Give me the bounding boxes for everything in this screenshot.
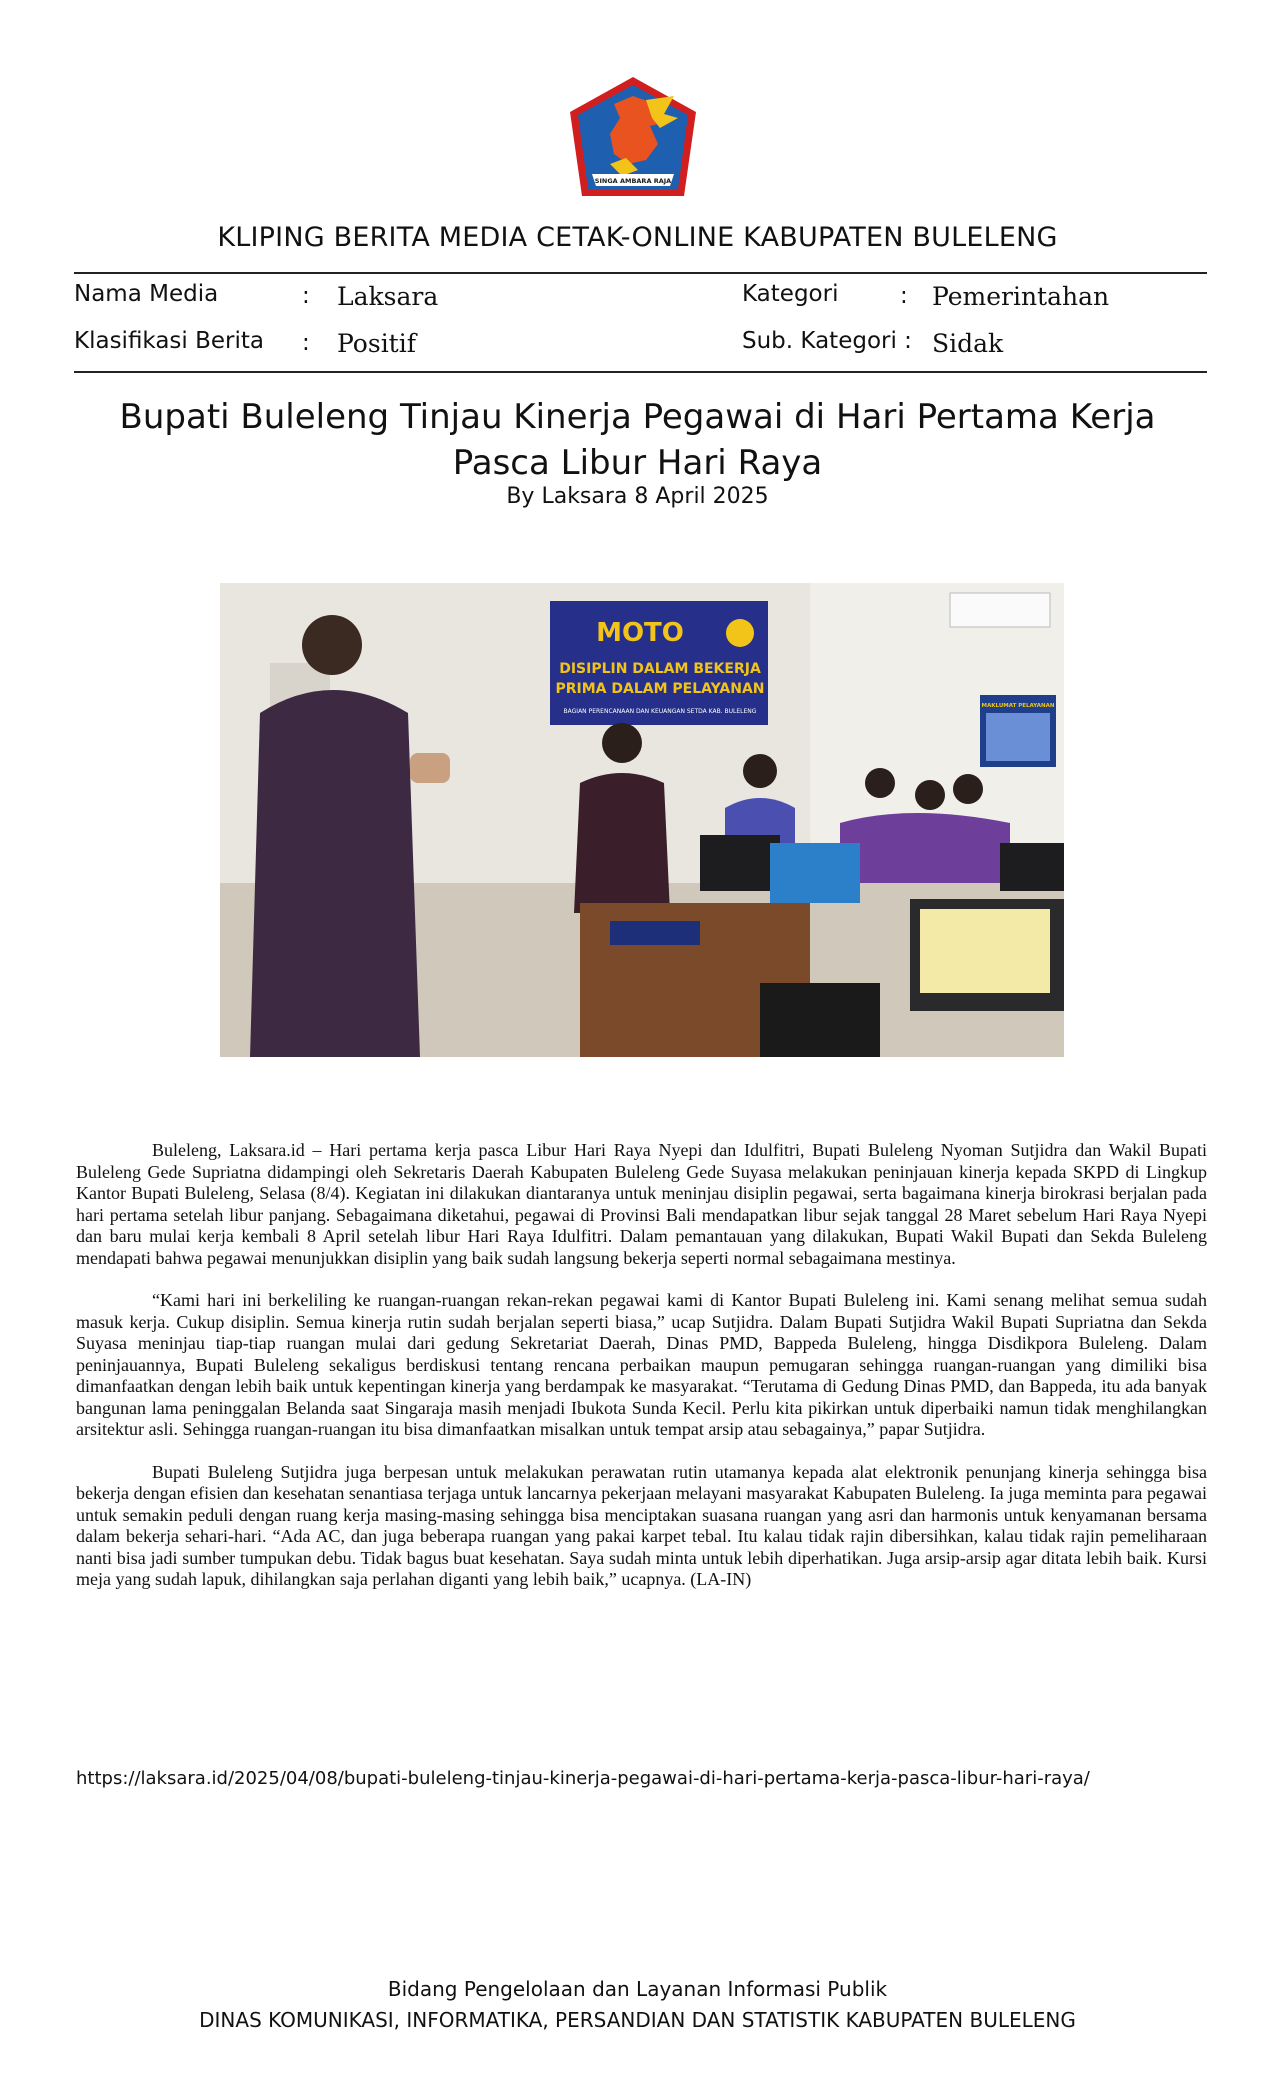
banner-moto-text: MOTO — [596, 618, 684, 648]
banner-line4-text: BAGIAN PERENCANAAN DAN KEUANGAN SETDA KAB. BULELENG — [563, 708, 757, 715]
article-paragraph: Bupati Buleleng Sutjidra juga berpesan untuk melakukan perawatan rutin utamanya kepada alat elektronik penunjang kinerja sehingga bisa bekerja dengan efisien dan kesehatan senantiasa terjaga untuk lancarnya pekerjaan melayani masyarakat Kabupaten Buleleng. Ia juga meminta para pegawai untuk semakin peduli dengan ruang kerja masing-masing sehingga bisa menciptakan suasana ruangan yang asri dan harmonis untuk kenyamanan bersama dalam bekerja sehari-hari. “Ada AC, dan juga beberapa ruangan yang pakai karpet tebal. Itu kalau tidak rajin dibersihkan, kalau tidak rajin pemeliharaan nanti bisa jadi sumber tumpukan debu. Tidak bagus buat kesehatan. Saya sudah minta untuk lebih diperhatikan. Juga arsip-arsip agar ditata lebih baik. Kursi meja yang sudah lapuk, dihilangkan saja perlahan diganti yang lebih baik,” ucapnya. (LA-IN) — [76, 1461, 1207, 1589]
media-name-colon: : — [302, 283, 310, 309]
header-bottom-rule — [74, 371, 1207, 373]
category-colon: : — [900, 283, 908, 309]
classification-label: Klasifikasi Berita — [74, 328, 265, 354]
article-title: Bupati Buleleng Tinjau Kinerja Pegawai di Hari Pertama Kerja Pasca Libur Hari Raya — [119, 397, 1156, 483]
subcategory-label: Sub. Kategori : — [742, 328, 912, 354]
article-byline: By Laksara 8 April 2025 — [506, 484, 769, 509]
article-source-url[interactable]: https://laksara.id/2025/04/08/bupati-buleleng-tinjau-kinerja-pegawai-di-hari-pertama-kerja-pasca-libur-hari-raya/ — [76, 1768, 1090, 1789]
category-label: Kategori — [742, 281, 839, 307]
classification-colon: : — [302, 330, 310, 356]
footer-agency-name: DINAS KOMUNIKASI, INFORMATIKA, PERSANDIAN DAN STATISTIK KABUPATEN BULELENG — [199, 2008, 1076, 2032]
article-paragraph: “Kami hari ini berkeliling ke ruangan-ruangan rekan-rekan pegawai kami di Kantor Bupati Buleleng ini. Kami senang melihat semua sudah masuk kerja. Cukup disiplin. Semua kinerja rutin sudah berjalan seperti biasa,” ucap Sutjidra. Dalam Bupati Sutjidra Wakil Bupati Supriatna dan Sekda Suyasa meninjau tiap-tiap ruangan mulai dari gedung Sekretariat Daerah, Dinas PMD, Bappeda Buleleng, hingga Disdikpora Buleleng. Dalam peninjauannya, Bupati Buleleng sekaligus berdiskusi tentang rencana perbaikan maupun pemugaran sehingga ruangan-ruangan yang dimiliki bisa dimanfaatkan dengan lebih baik untuk kepentingan kinerja yang berdampak ke masyarakat. “Terutama di Gedung Dinas PMD, dan Bappeda, itu ada banyak bangunan lama peninggalan Belanda saat Singaraja masih menjadi Ibukota Sunda Kecil. Perlu kita pikirkan untuk diperbaiki namun tidak menghilangkan arsitektur asli. Sehingga ruangan-ruangan itu bisa dimanfaatkan misalkan untuk tempat arsip atau sebagainya,” papar Sutjidra. — [76, 1290, 1207, 1439]
poster-title-text: MAKLUMAT PELAYANAN — [981, 703, 1055, 709]
subcategory-value: Sidak — [932, 329, 1004, 358]
category-value: Pemerintahan — [932, 282, 1110, 311]
media-name-label: Nama Media — [74, 281, 219, 307]
buleleng-regency-emblem — [566, 74, 700, 200]
media-name-value: Laksara — [337, 282, 439, 311]
article-photo — [220, 583, 1064, 1057]
document-header-title: KLIPING BERITA MEDIA CETAK-ONLINE KABUPATEN BULELENG — [217, 222, 1058, 253]
footer-unit-name: Bidang Pengelolaan dan Layanan Informasi Publik — [387, 1977, 888, 2001]
classification-value: Positif — [337, 329, 416, 358]
header-top-rule — [74, 272, 1207, 274]
banner-line2-text: DISIPLIN DALAM BEKERJA — [559, 661, 761, 677]
emblem-caption: SINGA AMBARA RAJA — [594, 177, 672, 185]
banner-line3-text: PRIMA DALAM PELAYANAN — [555, 681, 765, 697]
article-paragraph: Buleleng, Laksara.id – Hari pertama kerja pasca Libur Hari Raya Nyepi dan Idulfitri, Bupati Buleleng Nyoman Sutjidra dan Wakil Bupati Buleleng Gede Supriatna didampingi oleh Sekretaris Daerah Kabupaten Buleleng Gede Suyasa melakukan peninjauan kinerja kepada SKPD di Lingkup Kantor Bupati Buleleng, Selasa (8/4). Kegiatan ini dilakukan diantaranya untuk meninjau disiplin pegawai, serta bagaimana kinerja birokrasi berjalan pada hari pertama setelah libur panjang. Sebagaimana diketahui, pegawai di Provinsi Bali mendapatkan libur sejak tanggal 28 Maret sebelum Hari Raya Nyepi dan baru mulai kerja kembali 8 April setelah libur Hari Raya Idulfitri. Dalam pemantauan yang dilakukan, Bupati Wakil Bupati dan Sekda Buleleng mendapati bahwa pegawai menunjukkan disiplin yang baik sudah langsung bekerja seperti normal sebagaimana mestinya. — [76, 1140, 1207, 1268]
article-body — [76, 1140, 1207, 1612]
